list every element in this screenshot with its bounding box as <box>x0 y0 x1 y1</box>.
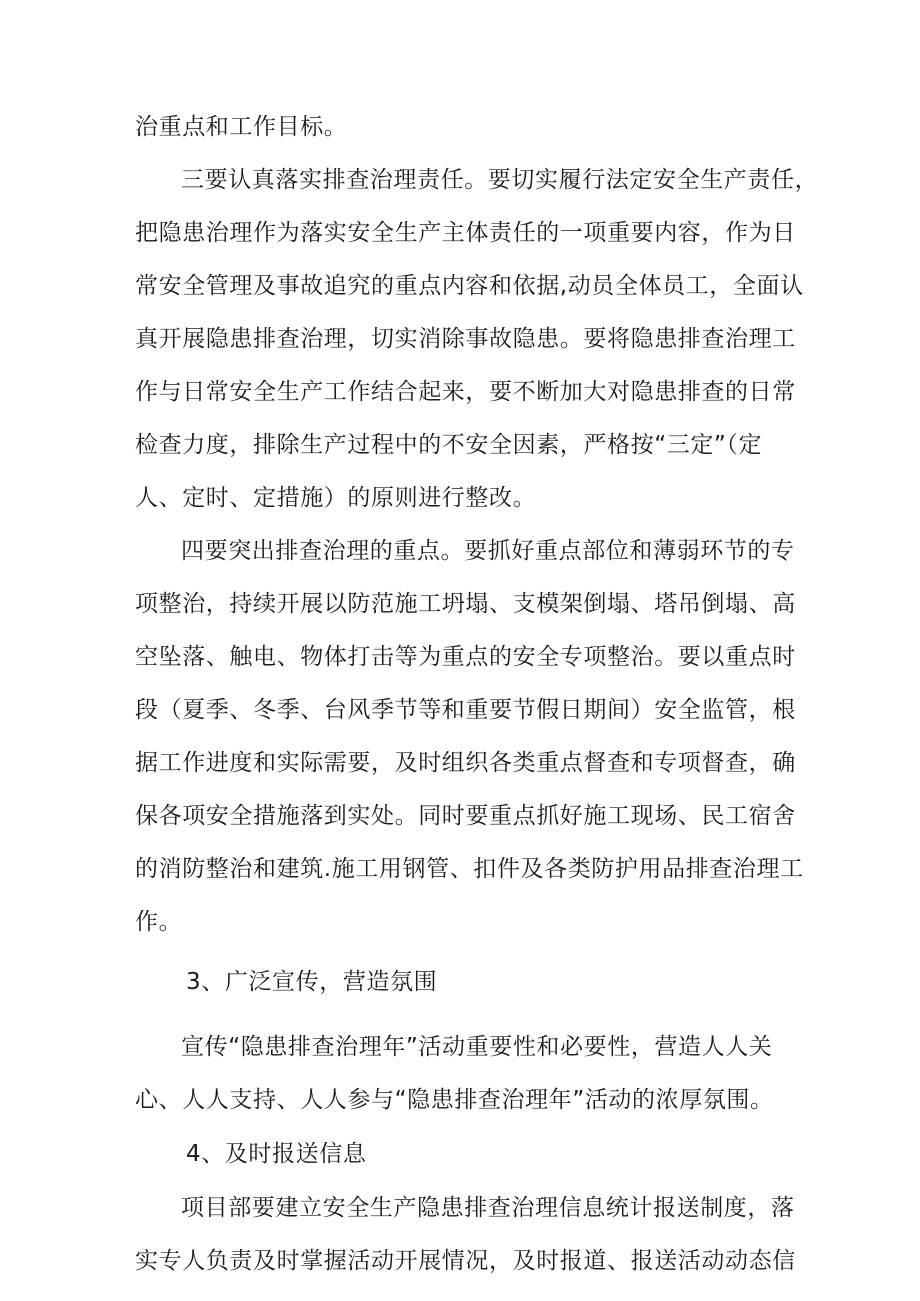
paragraph-line: 人、定时、定措施）的原则进行整改。 <box>135 485 537 511</box>
section-heading: 4、及时报送信息 <box>186 1141 367 1167</box>
paragraph-line: 的消防整治和建筑.施工用钢管、扣件及各类防护用品排查治理工 <box>135 856 804 882</box>
paragraph-line: 项整治，持续开展以防范施工坍塌、支模架倒塌、塔吊倒塌、高 <box>135 591 796 617</box>
paragraph-line: 心、人人支持、人人参与“隐患排查治理年”活动的浓厚氛围。 <box>135 1087 774 1113</box>
paragraph-line: 作。 <box>135 909 183 935</box>
section-heading: 3、广泛宣传，营造氛围 <box>186 969 438 995</box>
paragraph-line: 真开展隐患排查治理，切实消除事故隐患。要将隐患排查治理工 <box>135 326 796 352</box>
paragraph-line: 段（夏季、冬季、台风季节等和重要节假日期间）安全监管，根 <box>135 697 796 723</box>
paragraph-line: 项目部要建立安全生产隐患排查治理信息统计报送制度，落 <box>181 1195 795 1221</box>
paragraph-line: 实专人负责及时掌握活动开展情况，及时报道、报送活动动态信 <box>135 1248 796 1274</box>
paragraph-line: 三要认真落实排查治理责任。要切实履行法定安全生产责任， <box>181 167 819 193</box>
paragraph-line: 保各项安全措施落到实处。同时要重点抓好施工现场、民工宿舍 <box>135 803 796 829</box>
paragraph-line: 宣传“隐患排查治理年”活动重要性和必要性，营造人人关 <box>181 1034 773 1060</box>
paragraph-line: 治重点和工作目标。 <box>135 114 348 140</box>
paragraph-line: 检查力度，排除生产过程中的不安全因素，严格按“三定”（定 <box>135 432 763 458</box>
paragraph-line: 四要突出排查治理的重点。要抓好重点部位和薄弱环节的专 <box>181 538 795 564</box>
paragraph-line: 据工作进度和实际需要，及时组织各类重点督查和专项督查，确 <box>135 750 796 776</box>
paragraph-line: 作与日常安全生产工作结合起来，要不断加大对隐患排查的日常 <box>135 379 796 405</box>
paragraph-line: 把隐患治理作为落实安全生产主体责任的一项重要内容，作为日 <box>135 220 796 246</box>
paragraph-line: 常安全管理及事故追究的重点内容和依据,动员全体员工，全面认 <box>135 273 804 299</box>
paragraph-line: 空坠落、触电、物体打击等为重点的安全专项整治。要以重点时 <box>135 644 796 670</box>
